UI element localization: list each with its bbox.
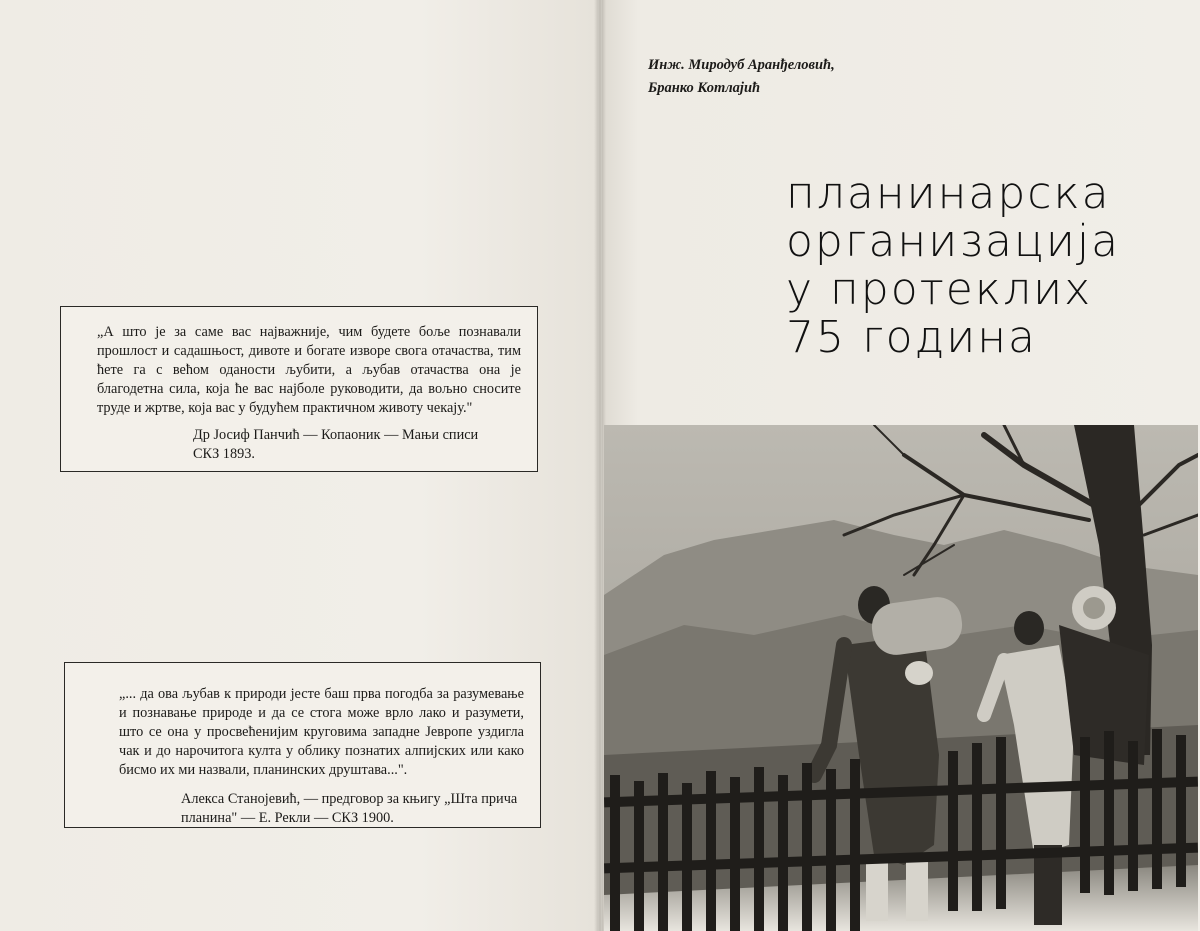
quote-source-line: Алекса Станојевић, — предговор за књигу „Шта прича планина" — Е. Рекли — СКЗ 1900.: [181, 791, 518, 826]
authors: [648, 54, 835, 100]
quote-text: „А што је за саме вас најважније, чим будете боље познавали прошлост и садашњост, дивоте и богате изворе свога отачаства, тим ћете га с већом оданости љубити, а љубав отачаства она је благодетна сила, која ће вас најболе руководити, да вољно сносите труде и жртве, која вас у будућем практичном животу чекају.": [97, 324, 521, 416]
quote-source: [193, 426, 521, 464]
left-page: [0, 0, 598, 931]
quote-text: „... да ова љубав к природи јесте баш прва погодба за разумевање и познавање природе и да се стога може врло лако и разумети, што се она у просвећенијим круговима западне Јевропе уздигла чак и до нарочитога култа у облику познатих алпијских или како бисмо их ми назвали, планинских друштава...".: [119, 686, 524, 778]
book-title: [786, 170, 1120, 362]
title-line: у протеклих: [786, 264, 1093, 315]
quote-source: [181, 790, 524, 828]
quote-source-line: СКЗ 1893.: [193, 446, 255, 462]
quote-source-line: Др Јосиф Панчић — Копаоник — Мањи списи: [193, 427, 479, 443]
quote-box-stanojevic: [64, 662, 541, 828]
title-line: 75 година: [786, 312, 1038, 363]
mountain-hikers-photo: [604, 425, 1198, 931]
quote-box-pancic: [60, 306, 538, 472]
title-line: организација: [786, 216, 1121, 267]
author-name: Бранко Котлајић: [648, 80, 761, 96]
title-line: планинарска: [786, 168, 1111, 219]
author-name: Инж. Миродуб Аранђеловић,: [648, 57, 835, 73]
